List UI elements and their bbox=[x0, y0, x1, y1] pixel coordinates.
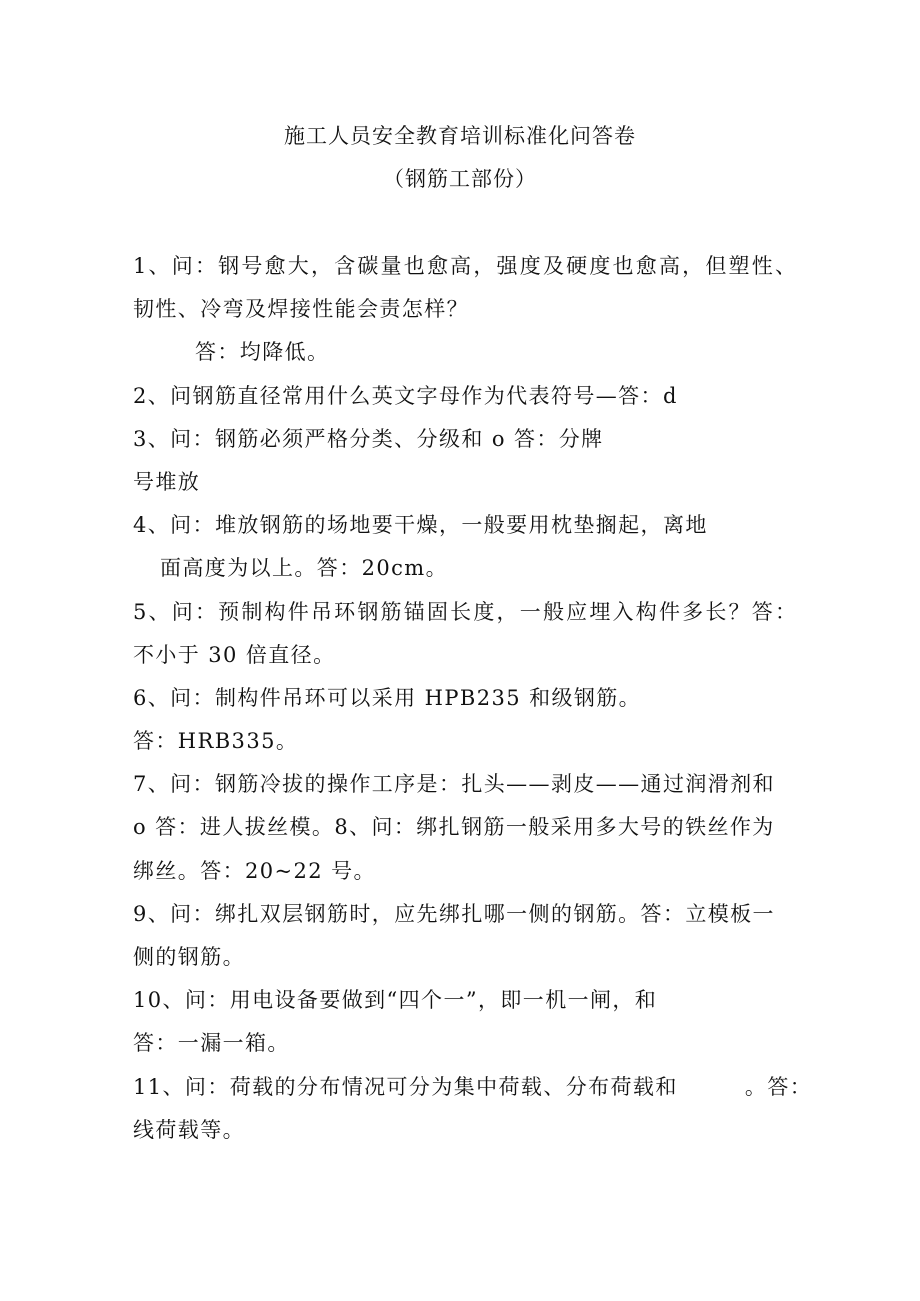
qa-line-20: 11、问：荷载的分布情况可分为集中荷载、分布荷载和 。答： bbox=[133, 1075, 813, 1099]
qa-line-1: 1、问：钢号愈大，含碳量也愈高，强度及硬度也愈高，但塑性、 bbox=[133, 254, 799, 278]
qa-line-3: 答：均降低。 bbox=[195, 340, 330, 364]
qa-line-11: 6、问：制构件吊环可以采用 HPB235 和级钢筋。 bbox=[133, 686, 642, 710]
qa-line-2: 韧性、冷弯及焊接性能会责怎样？ bbox=[133, 297, 469, 321]
qa-line-7: 4、问：堆放钢筋的场地要干燥，一般要用枕垫搁起，离地 bbox=[133, 513, 708, 537]
qa-line-5: 3、问：钢筋必须严格分类、分级和 o 答：分牌 bbox=[133, 427, 604, 451]
qa-line-15: 绑丝。答：20~22 号。 bbox=[133, 859, 376, 883]
qa-line-13: 7、问：钢筋冷拔的操作工序是：扎头——剥皮——通过润滑剂和 bbox=[133, 772, 775, 796]
qa-line-14: o 答：进人拔丝模。8、问：绑扎钢筋一般采用多大号的铁丝作为 bbox=[133, 815, 775, 839]
qa-line-17: 侧的钢筋。 bbox=[133, 945, 245, 969]
document-title: 施工人员安全教育培训标准化问答卷 bbox=[284, 124, 636, 148]
qa-line-12: 答：HRB335。 bbox=[133, 729, 299, 753]
document-subtitle: （钢筋工部份） bbox=[383, 167, 537, 191]
qa-line-16: 9、问：绑扎双层钢筋时，应先绑扎哪一侧的钢筋。答：立模板一 bbox=[133, 902, 775, 926]
qa-line-19: 答：一漏一箱。 bbox=[133, 1031, 290, 1055]
qa-line-6: 号堆放 bbox=[133, 470, 201, 494]
qa-line-4: 2、问钢筋直径常用什么英文字母作为代表符号—答：d bbox=[133, 384, 678, 408]
qa-line-10: 不小于 30 倍直径。 bbox=[133, 643, 336, 667]
qa-line-8: 面高度为以上。答：20cm。 bbox=[160, 556, 448, 580]
qa-line-9: 5、问：预制构件吊环钢筋锚固长度，一般应埋入构件多长？答： bbox=[133, 600, 799, 624]
qa-line-18: 10、问：用电设备要做到“四个一”，即一机一闸，和 bbox=[133, 988, 658, 1012]
qa-line-21: 线荷载等。 bbox=[133, 1118, 245, 1142]
